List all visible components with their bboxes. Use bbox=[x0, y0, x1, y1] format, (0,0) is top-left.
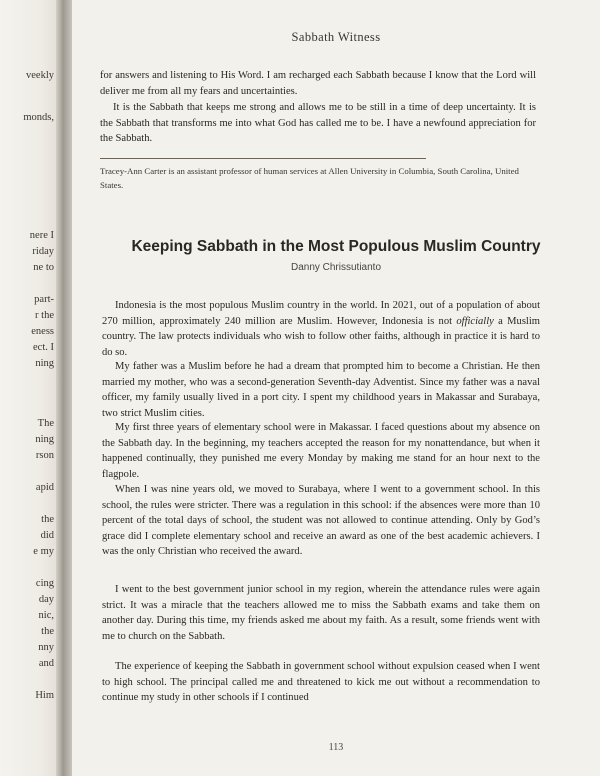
emphasized-word: officially bbox=[456, 315, 494, 327]
book-gutter bbox=[56, 0, 72, 776]
facing-page-text: nere I bbox=[29, 230, 54, 241]
facing-page-text: e my bbox=[33, 546, 54, 557]
footnote-rule bbox=[100, 158, 426, 159]
facing-page-text: The bbox=[37, 418, 54, 429]
facing-page-text: nny bbox=[38, 642, 54, 653]
paragraph-text: a Muslim country. The law protects individuals who wish to follow other faiths, although in practice it is hard to do so. bbox=[102, 315, 540, 358]
facing-page-text: nic, bbox=[38, 610, 54, 621]
paragraph-text: Indonesia is the most populous Muslim country in the world. In 2021, out of a population of about 270 million, approximately 240 million are Muslim. However, Indonesia is not bbox=[102, 300, 540, 327]
article-paragraph: The experience of keeping the Sabbath in government school without expulsion ceased when I went to high school. The principal called me and threatened to kick me out without a recommendation to continue my study in other schools if I continued bbox=[102, 661, 540, 704]
page-number: 113 bbox=[328, 742, 344, 753]
facing-page-text: the bbox=[41, 626, 54, 637]
article-paragraph: My first three years of elementary school were in Makassar. I faced questions about my absence on the Sabbath day. In the beginning, my teachers accepted the reason for my nonattendance, but when it happened continually, they punished me every Monday by making me stand for an hour next to the flagpole. bbox=[102, 422, 540, 480]
facing-page-text: veekly bbox=[26, 70, 54, 81]
facing-page-text: rson bbox=[35, 450, 54, 461]
facing-page-edge bbox=[0, 0, 58, 776]
facing-page-text: Him bbox=[35, 690, 54, 701]
facing-page-text: monds, bbox=[23, 112, 54, 123]
facing-page-text: eness bbox=[31, 326, 54, 337]
facing-page-text: riday bbox=[32, 246, 54, 257]
facing-page-text: ne to bbox=[33, 262, 54, 273]
facing-page-text: cing bbox=[35, 578, 54, 589]
previous-article-paragraph: It is the Sabbath that keeps me strong and allows me to be still in a time of deep uncertainty. It is the Sabbath that transforms me into what God has called me to be. I have a newfound appreciation for the Sabbath. bbox=[100, 102, 536, 145]
facing-page-text: and bbox=[38, 658, 54, 669]
facing-page-text: ect. I bbox=[33, 342, 54, 353]
facing-page-text: r the bbox=[35, 310, 54, 321]
running-header: Sabbath Witness bbox=[291, 30, 381, 44]
facing-page-text: did bbox=[40, 530, 54, 541]
facing-page-text: apid bbox=[35, 482, 54, 493]
article-paragraph bbox=[102, 298, 540, 360]
facing-page-text: day bbox=[38, 594, 54, 605]
previous-article-paragraph: for answers and listening to His Word. I am recharged each Sabbath because I know that the Lord will deliver me from all my fears and uncertainties. bbox=[100, 70, 536, 97]
facing-page-text: ning bbox=[35, 358, 54, 369]
article-paragraph: I went to the best government junior school in my region, wherein the attendance rules were again strict. It was a miracle that the teachers allowed me to miss the Sabbath exams and take them on another day. During this time, my friends asked me about my faith. As a result, some friends went with me to church on the Sabbath. bbox=[102, 584, 540, 642]
article-paragraph: When I was nine years old, we moved to Surabaya, where I went to a government school. In this school, the rules were stricter. There was a regulation in this school: if the absences were more than 10 percent of the total days of school, the student was not allowed to continue attending. Only by God’s grace did I complete elementary school and receive an award as one of the best academic achievers. I was the only Christian who received the award. bbox=[102, 484, 540, 558]
facing-page-text: ning bbox=[35, 434, 54, 445]
author-bio: Tracey-Ann Carter is an assistant professor of human services at Allen University in Columbia, South Carolina, United States. bbox=[100, 166, 519, 190]
facing-page-text: part- bbox=[34, 294, 54, 305]
facing-page-text: the bbox=[41, 514, 54, 525]
article-paragraph: My father was a Muslim before he had a dream that prompted him to become a Christian. He then married my mother, who was a second-generation Seventh-day Adventist. Since my father was a naval officer, my family usually lived in a port city. I spent my childhood years in Makassar and Surabaya, two strict Muslim cities. bbox=[102, 361, 540, 419]
article-title: Keeping Sabbath in the Most Populous Muslim Country bbox=[131, 238, 541, 255]
article-author: Danny Chrissutianto bbox=[290, 262, 382, 273]
book-page bbox=[72, 0, 600, 776]
